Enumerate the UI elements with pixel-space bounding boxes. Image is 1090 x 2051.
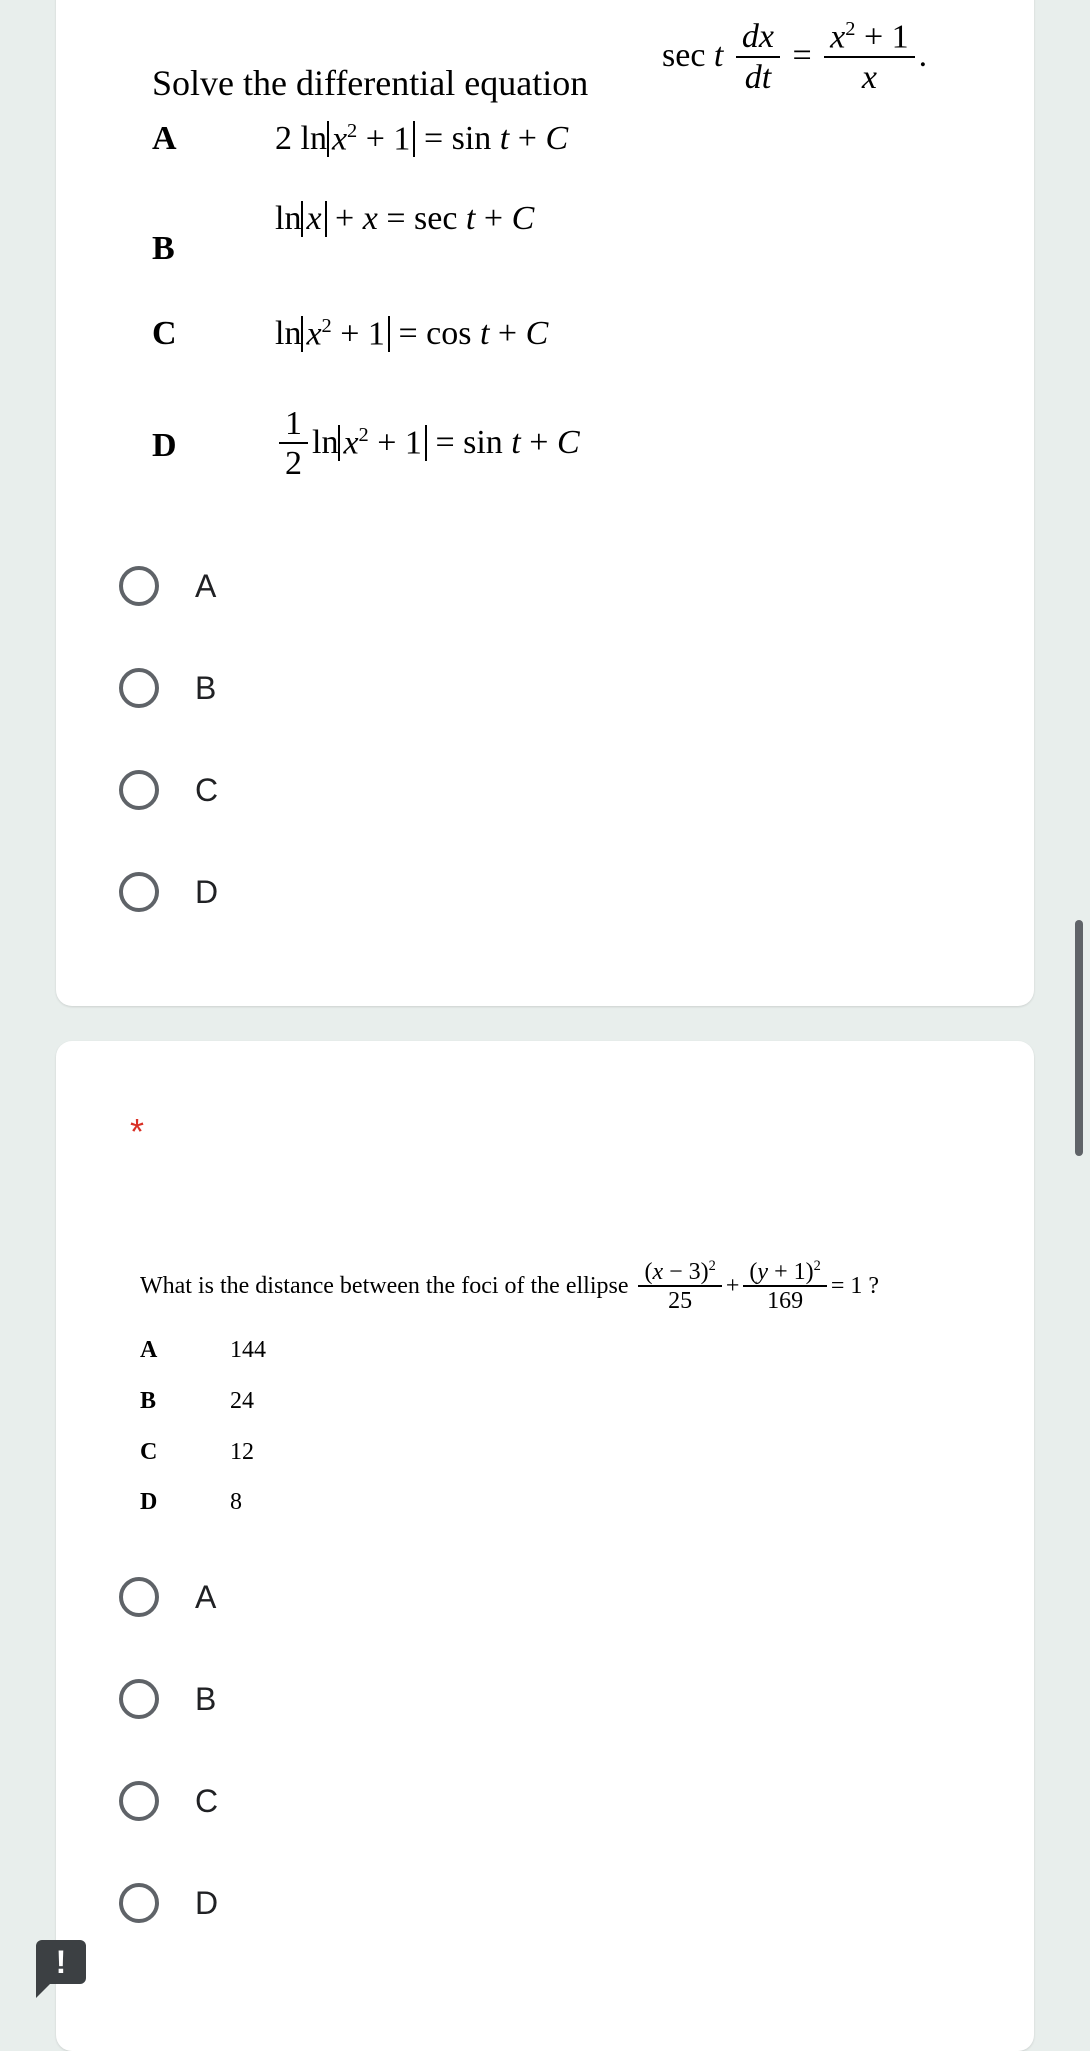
question-2-text: What is the distance between the foci of the ellipse $\frac{(x - 3)^2}{25}$ + $\frac{(y + 1)^2}{169}$ = 1 ? [140,1258,879,1315]
radio-circle-icon[interactable] [119,566,159,606]
radio-option-b[interactable]: B [119,660,216,716]
radio-option-d[interactable]: D [119,1875,218,1931]
radio-circle-icon[interactable] [119,770,159,810]
question-card-1 [56,0,1034,1006]
question-card-2: * What is the distance between the foci of the ellipse $\frac{(x - 3)^2}{25}$ + $\frac{(y + 1)^2}{169}$ = 1 ? A 144 B 24 C 12 D 8 A B C D [56,1041,1034,2051]
radio-option-d[interactable]: D [119,864,218,920]
report-alert-button[interactable] [36,1940,86,1984]
radio-circle-icon[interactable] [119,1679,159,1719]
radio-circle-icon[interactable] [119,872,159,912]
radio-circle-icon[interactable] [119,1883,159,1923]
radio-circle-icon[interactable] [119,668,159,708]
question-1-text: Solve the differential equation [152,63,589,103]
radio-option-b[interactable]: B [119,1671,216,1727]
radio-option-c[interactable]: C [119,1773,218,1829]
scrollbar-thumb[interactable] [1075,920,1083,1156]
radio-circle-icon[interactable] [119,1781,159,1821]
question-1-equation: sec t $\frac{dx}{dt}$ = $\frac{x^2 + 1}{x}$ . [662,18,928,96]
question-image-1: Solve the differential equation sec t $\frac{dx}{dt}$ = $\frac{x^2 + 1}{x}$ . A 2 $\ln x^2 + 1 = \sin t + C$ B ln x + x = sec t + C C $\ln x^2 + 1 = \cos t + C$ D $\frac{1}{2}$ $\ln x^2 + 1 = \sin t + C$ [152,18,928,483]
required-asterisk: * [130,1111,145,1152]
radio-option-c[interactable]: C [119,762,218,818]
radio-option-a[interactable]: A [119,558,216,614]
exclamation-icon: ! [55,1943,67,1980]
radio-option-a[interactable]: A [119,1569,216,1625]
radio-circle-icon[interactable] [119,1577,159,1617]
